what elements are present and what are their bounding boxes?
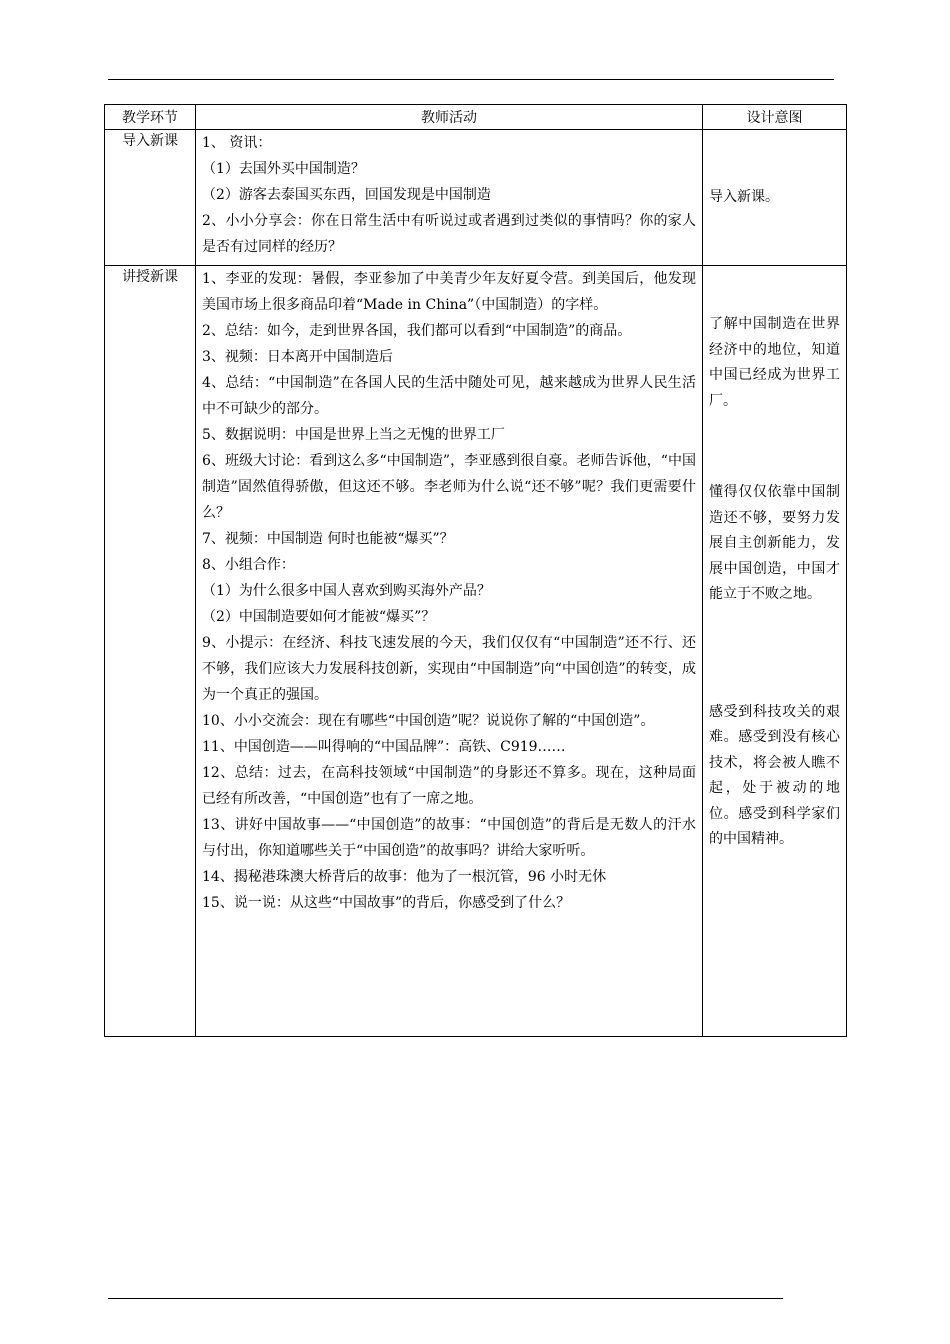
table-row [105,266,847,1037]
stage-cell: 导入新课 [105,130,196,266]
intent-cell [703,266,847,1037]
activity-line: 9、小提示：在经济、科技飞速发展的今天，我们仅仅有“中国制造”还不行、还不够，我们应该大力发展科技创新，实现由“中国制造”向“中国创造”的转变，成为一个真正的强国。 [202,635,696,703]
header-design-intent: 设计意图 [703,105,847,130]
activity-line: （1）去国外买中国制造？ [202,161,365,177]
header-rule [108,79,834,80]
activity-line: 8、小组合作： [202,557,295,573]
activity-line: 3、视频：日本离开中国制造后 [202,349,393,365]
header-stage: 教学环节 [105,105,196,130]
stage-cell: 讲授新课 [105,266,196,1037]
activity-line: 5、数据说明：中国是世界上当之无愧的世界工厂 [202,427,505,443]
lesson-plan-table [104,104,847,1037]
intent-paragraph: 导入新课。 [709,188,779,205]
activity-line: （1）为什么很多中国人喜欢到购买海外产品？ [202,583,491,599]
activity-cell [196,266,703,1037]
intent-paragraph: 感受到科技攻关的艰难。感受到没有核心技术，将会被人瞧不起，处于被动的地位。感受到科学家们的中国精神。 [709,703,840,847]
intent-paragraph: 了解中国制造在世界经济中的地位，知道中国已经成为世界工厂。 [709,316,840,409]
table-header-row [105,105,847,130]
header-teacher-activity: 教师活动 [196,105,703,130]
footer-rule [108,1298,783,1299]
intent-cell [703,130,847,266]
activity-line: 6、班级大讨论：看到这么多“中国制造”，李亚感到很自豪。老师告诉他，“中国制造”固然值得骄傲，但这还不够。李老师为什么说“还不够”呢？我们更需要什么？ [202,453,696,521]
activity-line: 13、讲好中国故事——“中国创造”的故事：“中国创造”的背后是无数人的汗水与付出，你知道哪些关于“中国创造”的故事吗？讲给大家听听。 [202,817,696,859]
activity-line: 1、 资讯： [202,135,272,151]
activity-line: 2、小小分享会：你在日常生活中有听说过或者遇到过类似的事情吗？你的家人是否有过同样的经历？ [202,213,696,255]
activity-line: （2）中国制造要如何才能被“爆买”？ [202,609,436,625]
activity-cell [196,130,703,266]
activity-line: 1、李亚的发现：暑假，李亚参加了中美青少年友好夏令营。到美国后，他发现美国市场上很多商品印着“Made in China”（中国制造）的字样。 [202,271,696,313]
activity-line: 4、总结：“中国制造”在各国人民的生活中随处可见，越来越成为世界人民生活中不可缺少的部分。 [202,375,696,417]
activity-line: 10、小小交流会：现在有哪些“中国创造”呢？说说你了解的“中国创造”。 [202,713,655,729]
activity-line: 12、总结：过去，在高科技领域“中国制造”的身影还不算多。现在，这种局面已经有所改善，“中国创造”也有了一席之地。 [202,765,696,807]
activity-line: 14、揭秘港珠澳大桥背后的故事：他为了一根沉管，96 小时无休 [202,869,607,885]
activity-line: 7、视频：中国制造 何时也能被“爆买”？ [202,531,454,547]
intent-paragraph: 懂得仅仅依靠中国制造还不够，要努力发展自主创新能力，发展中国创造，中国才能立于不败之地。 [709,484,840,602]
activity-line: （2）游客去泰国买东西，回国发现是中国制造 [202,187,491,203]
activity-line: 15、说一说：从这些“中国故事”的背后，你感受到了什么？ [202,895,571,911]
activity-line: 11、中国创造——叫得响的“中国品牌”：高铁、C919…… [202,739,566,755]
activity-line: 2、总结：如今，走到世界各国，我们都可以看到“中国制造”的商品。 [202,323,632,339]
table-row [105,130,847,266]
